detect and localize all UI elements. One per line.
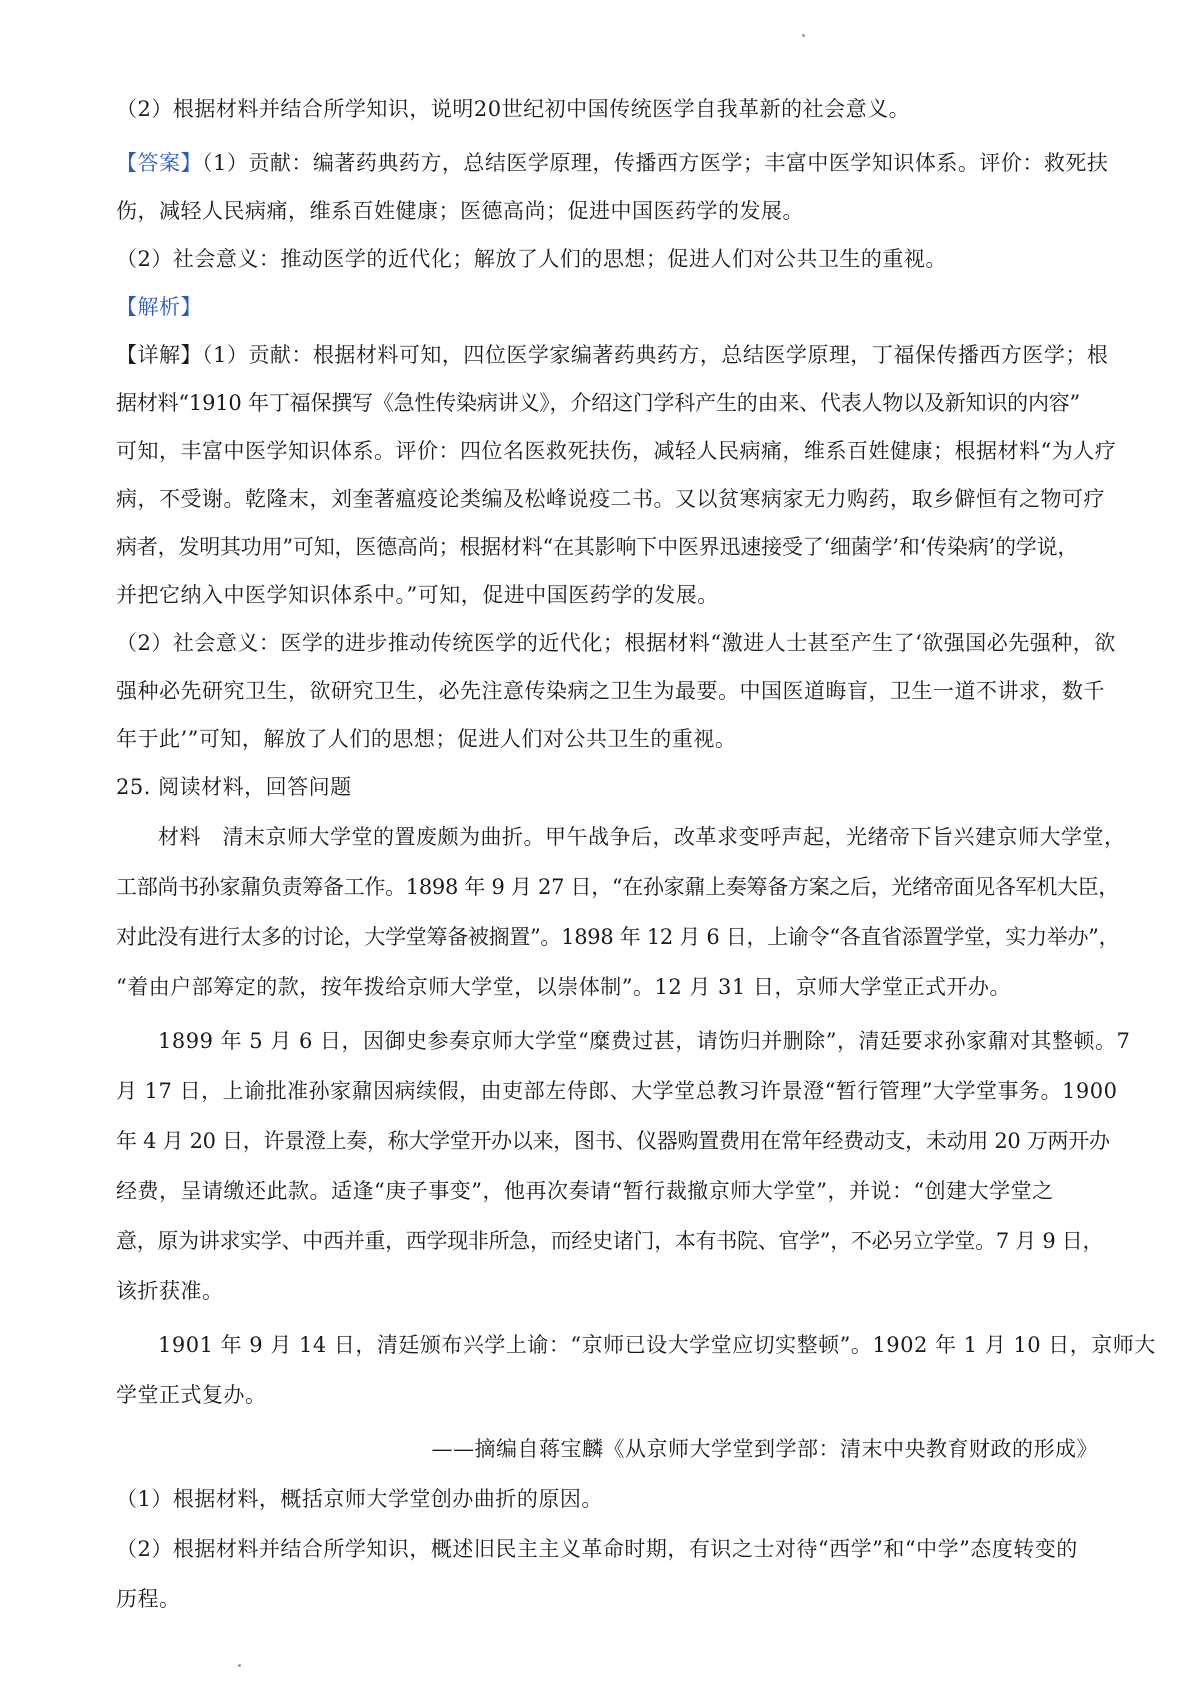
q25-title: 25. 阅读材料，回答问题 xyxy=(116,775,352,799)
material-line: 材料 清末京师大学堂的置废颇为曲折。甲午战争后，改革求变呼声起，光绪帝下旨兴建京师大学堂， xyxy=(158,825,1126,849)
material-line: 工部尚书孙家鼐负责筹备工作。1898 年 9 月 27 日，“在孙家鼐上奏筹备方案之后，光绪帝面见各军机大臣， xyxy=(116,875,1120,899)
analysis-tag: 【解析】 xyxy=(116,295,202,319)
material-line: “着由户部筹定的款，按年拨给京师大学堂，以崇体制”。12 月 31 日，京师大学堂正式开办。 xyxy=(116,975,1011,999)
q24-part2-question: （2）根据材料并结合所学知识，说明20世纪初中国传统医学自我革新的社会意义。 xyxy=(116,97,911,121)
detail-line: 年于此’”可知，解放了人们的思想；促进人们对公共卫生的重视。 xyxy=(116,727,737,751)
q25-question-2-cont: 历程。 xyxy=(116,1587,181,1611)
detail-line xyxy=(116,340,1108,370)
answer-tag: 【答案】 xyxy=(116,151,202,175)
q25-question-2: （2）根据材料并结合所学知识，概述旧民主主义革命时期，有识之士对待“西学”和“中学”态度转变的 xyxy=(116,1537,1078,1561)
answer-text: （1）贡献：编著药典药方，总结医学原理，传播西方医学；丰富中医学知识体系。评价：救死扶 xyxy=(202,151,1109,175)
material-line: 对此没有进行太多的讨论，大学堂筹备被搁置”。1898 年 12 月 6 日，上谕令“各直省添置学堂，实力举办”， xyxy=(116,925,1120,949)
speck xyxy=(802,34,805,37)
answer-line xyxy=(116,148,1108,178)
q25-question-1: （1）根据材料，概括京师大学堂创办曲折的原因。 xyxy=(116,1487,603,1511)
detail-line: 病，不受谢。乾隆末，刘奎著瘟疫论类编及松峰说疫二书。又以贫寒病家无力购药，取乡僻恒有之物可疗 xyxy=(116,487,1105,511)
material-line: 学堂正式复办。 xyxy=(116,1383,267,1407)
answer-line: 伤，减轻人民病痛，维系百姓健康；医德高尚；促进中国医药学的发展。 xyxy=(116,199,804,223)
material-line: 1899 年 5 月 6 日，因御史参奏京师大学堂“糜费过甚，请饬归并删除”，清廷要求孙家鼐对其整顿。7 xyxy=(158,1029,1131,1053)
material-line: 1901 年 9 月 14 日，清廷颁布兴学上谕：“京师已设大学堂应切实整顿”。1902 年 1 月 10 日，京师大 xyxy=(158,1333,1156,1357)
detail-tag: 【详解】 xyxy=(116,343,202,367)
detail-text: （1）贡献：根据材料可知，四位医学家编著药典药方，总结医学原理，丁福保传播西方医学；根 xyxy=(202,343,1109,367)
detail-line: 据材料“1910 年丁福保撰写《急性传染病讲义》，介绍这门学科产生的由来、代表人物以及新知识的内容” xyxy=(116,391,1081,415)
material-line: 经费，呈请缴还此款。适逢“庚子事变”，他再次奏请“暂行裁撤京师大学堂”，并说：“创建大学堂之 xyxy=(116,1179,1054,1203)
detail-line: 病者，发明其功用”可知，医德高尚；根据材料“在其影响下中医界迅速接受了‘细菌学’和‘传染病’的学说， xyxy=(116,535,1079,559)
detail-line: 强种必先研究卫生，欲研究卫生，必先注意传染病之卫生为最要。中国医道晦盲，卫生一道不讲求，数千 xyxy=(116,679,1105,703)
material-line: 年 4 月 20 日，许景澄上奏，称大学堂开办以来，图书、仪器购置费用在常年经费动支，未动用 20 万两开办 xyxy=(116,1129,1110,1153)
detail-line: （2）社会意义：医学的进步推动传统医学的近代化；根据材料“激进人士甚至产生了‘欲强国必先强种，欲 xyxy=(116,631,1116,655)
material-line: 意，原为讲求实学、中西并重，西学现非所急，而经史诸门，本有书院、官学”，不必另立学堂。7 月 9 日， xyxy=(116,1229,1104,1253)
source-citation: ——摘编自蒋宝麟《从京师大学堂到学部：清末中央教育财政的形成》 xyxy=(431,1437,1098,1461)
material-line: 该折获准。 xyxy=(116,1279,224,1303)
detail-line: 可知，丰富中医学知识体系。评价：四位名医救死扶伤，减轻人民病痛，维系百姓健康；根据材料“为人疗 xyxy=(116,439,1117,463)
speck xyxy=(238,1664,241,1667)
detail-line: 并把它纳入中医学知识体系中。”可知，促进中国医药学的发展。 xyxy=(116,583,719,607)
material-line: 月 17 日，上谕批准孙家鼐因病续假，由吏部左侍郎、大学堂总教习许景澄“暂行管理”大学堂事务。1900 xyxy=(116,1079,1118,1103)
answer-line: （2）社会意义：推动医学的近代化；解放了人们的思想；促进人们对公共卫生的重视。 xyxy=(116,247,947,271)
